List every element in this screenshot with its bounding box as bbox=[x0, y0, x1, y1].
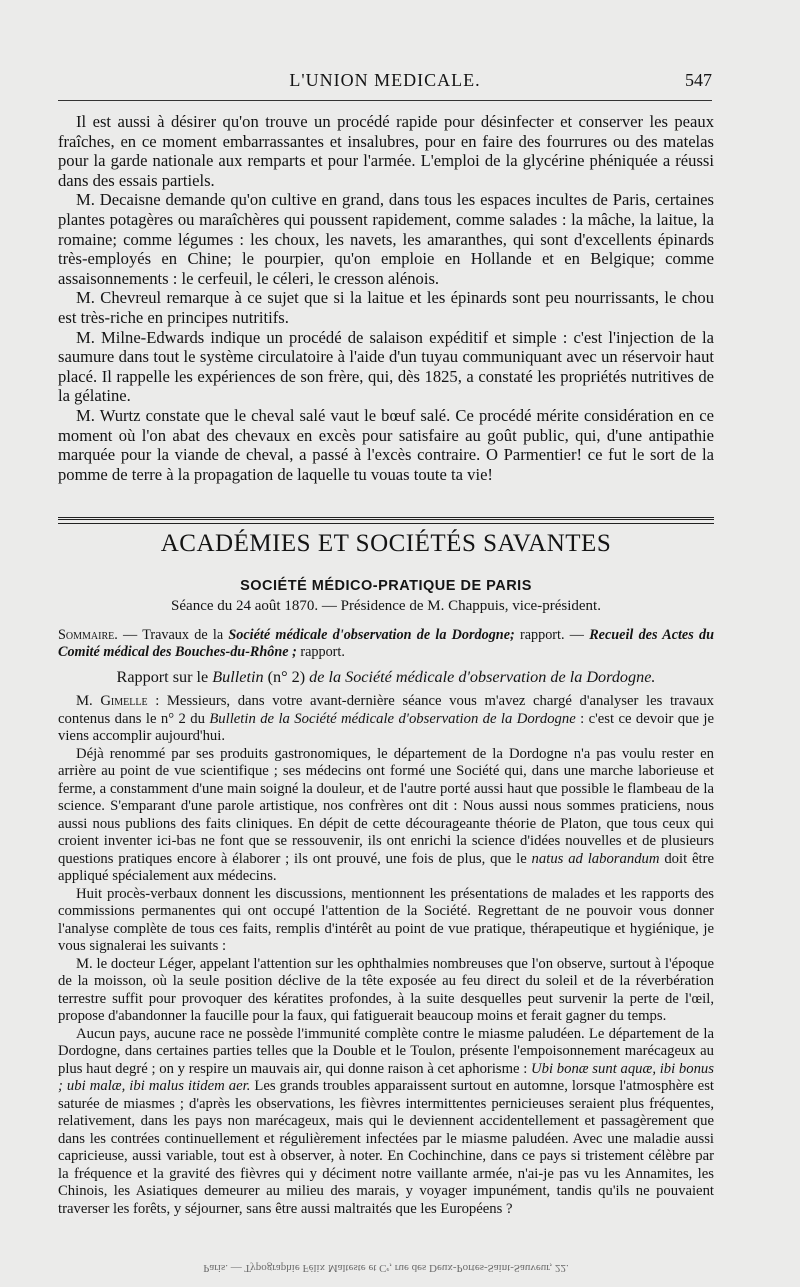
paragraph-text: Aucun pays, aucune race ne possède l'immunité complète contre le miasme paludéen. Le département de la Dordogne, dans certaines parties telles que la Double et le Toulon, présente l'empoisonnement marécageux au plus haut degré ; on y respire un mauvais air, qui donne raison à cet aphorisme : bbox=[58, 1025, 714, 1077]
summary-label: Sommaire. bbox=[58, 627, 118, 643]
paragraph: M. Wurtz constate que le cheval salé vaut le bœuf salé. Ce procédé mérite considération en ce moment où l'on abat des chevaux en excès pour satisfaire au goût public, qui, d'une antipathie marquée pour la viande de cheval, a passé à l'excès contraire. O Parmentier! ce fut le sort de la pomme de terre à la propagation de laquelle tu vouas toute ta vie! bbox=[58, 405, 714, 484]
summary-block bbox=[58, 627, 714, 661]
report-title-text: Bulletin bbox=[212, 668, 264, 686]
page-header bbox=[58, 70, 712, 96]
paragraph bbox=[58, 1026, 714, 1219]
society-title: SOCIÉTÉ MÉDICO-PRATIQUE DE PARIS bbox=[240, 578, 532, 594]
paragraph-text: : c'est ce devoir que je viens accomplir aujourd'hui. bbox=[58, 710, 714, 744]
report-title-text: de la Société médicale d'observation de la Dordogne. bbox=[309, 668, 656, 686]
summary-text: Recueil des Actes du Comité médical des Bouches-du-Rhône ; bbox=[58, 627, 714, 660]
speaker-name: M. Gimelle bbox=[76, 693, 148, 709]
section-divider bbox=[58, 517, 714, 524]
paragraph bbox=[58, 693, 714, 746]
paragraph-text: Ubi bonæ sunt aquæ, ibi bonus ; ubi malæ, ibi malus itidem aer. bbox=[58, 1060, 714, 1094]
summary-text: — Travaux de la bbox=[117, 627, 229, 643]
report-title-text: Rapport sur le bbox=[116, 668, 213, 686]
summary-text: rapport. — bbox=[514, 627, 590, 643]
header-rule bbox=[58, 100, 712, 101]
paragraph-text: doit être appliqué spécialement aux médecins. bbox=[58, 850, 714, 884]
top-article-body bbox=[58, 112, 714, 484]
section-title: ACADÉMIES ET SOCIÉTÉS SAVANTES bbox=[160, 530, 612, 557]
paragraph-text: Les grands troubles apparaissent surtout en automne, lorsque l'atmosphère est saturée de miasmes ; d'après les observations, les fièvres intermittentes pernicieuses seraient plus fréquentes, relativement, dans les pays non marécageux, mais qui le deviennent accidentellement et passagèrement que dans les contrées continuellement et régulièrement infectées par le miasme paludéen. Avec une maladie aussi capricieuse, aussi variable, tout est à observer, à noter. En Cochinchine, dans ce pays si tristement célèbre par la fréquence et la gravité des fièvres qui y déciment notre vaillante armée, n'ai-je pas vu les Annamites, les Chinois, les Asiatiques demeurer au milieu des marais, y voyager impunément, tandis qu'ils ne pouvaient traverser les forêts, y séjourner, sans être aussi maltraités que les Européens ? bbox=[58, 1078, 714, 1217]
running-title: L'UNION MEDICALE. bbox=[289, 70, 481, 90]
session-line: Séance du 24 août 1870. — Présidence de M. Chappuis, vice-président. bbox=[171, 598, 601, 614]
paragraph-text: : Messieurs, dans votre avant-dernière séance vous m'avez chargé d'analyser les travaux contenus dans le n° 2 du bbox=[58, 693, 714, 727]
paragraph: M. Chevreul remarque à ce sujet que si la laitue et les épinards sont peu nourrissants, le chou est très-riche en principes nutritifs. bbox=[58, 288, 714, 327]
paragraph bbox=[58, 746, 714, 886]
paragraph-text: natus ad laborandum bbox=[531, 850, 660, 867]
paragraph: M. Decaisne demande qu'on cultive en grand, dans tous les espaces incultes de Paris, certaines plantes potagères ou maraîchères qui poussent rapidement, comme salades : la mâche, la laitue, la romaine; comme légumes : les choux, les navets, les amaranthes, qui sont d'excellents épinards très-employés en Chine; le pourpier, qu'on emploie en Hollande et en Belgique; comme assaisonnements : le cerfeuil, le céleri, le cresson alénois. bbox=[58, 190, 714, 288]
summary-text: Société médicale d'observation de la Dordogne; bbox=[228, 627, 515, 643]
paragraph: M. le docteur Léger, appelant l'attention sur les ophthalmies nombreuses que l'on observe, surtout à l'époque de la moisson, où la seule position déclive de la tête exposée au feu direct du soleil et de la réverbération terrestre suffit pour provoquer des kératites profondes, à la suite desquelles peut survenir la perte de l'œil, propose d'abandonner la faucille pour la faux, qui fatiguerait beaucoup moins et ferait gagner du temps. bbox=[58, 955, 714, 1024]
report-title bbox=[58, 668, 714, 687]
printer-footer: Paris. — Typographie Félix Malteste et Cᵉ, rue des Deux-Portes-Saint-Sauveur, 22. bbox=[203, 1262, 569, 1274]
paragraph-text: Bulletin de la Société médicale d'observation de la Dordogne bbox=[209, 710, 576, 727]
paragraph: M. Milne-Edwards indique un procédé de salaison expéditif et simple : c'est l'injection de la saumure dans tout le système circulatoire à l'aide d'un tuyau communiquant avec un réservoir haut placé. Il rappelle les expériences de son frère, qui, dès 1825, a constaté les propriétés nutritives de la gélatine. bbox=[58, 327, 714, 406]
report-title-text: (n° 2) bbox=[263, 668, 310, 686]
paragraph: Huit procès-verbaux donnent les discussions, mentionnent les présentations de malades et les rapports des commissions permanentes qui ont occupé l'attention de la Société. Regrettant de ne pouvoir vous donner l'analyse complète de tous ces faits, remplis d'intérêt au point de vue pratique, thérapeutique et hygiénique, je vous signalerai les suivants : bbox=[58, 885, 714, 954]
page-number: 547 bbox=[685, 70, 712, 90]
report-body bbox=[58, 693, 714, 1218]
summary-text: rapport. bbox=[296, 644, 345, 660]
paragraph: Il est aussi à désirer qu'on trouve un procédé rapide pour désinfecter et conserver les peaux fraîches, en ce moment embarrassantes et insalubres, pour en faire des fourrures ou des matelas pour la garde nationale aux remparts et pour l'armée. L'emploi de la glycérine phéniquée a réussi dans des essais partiels. bbox=[58, 112, 714, 190]
paragraph-text: Déjà renommé par ses produits gastronomiques, le département de la Dordogne n'a pas voulu rester en arrière au point de vue scientifique ; ses médecins ont formé une Société qui, dans une marche laborieuse et ferme, a constamment d'une main soigné la douleur, et de l'autre porté aussi haut que possible le flambeau de la science. S'emparant d'une parole artistique, nos confrères ont dit : Nous aussi nous sommes praticiens, nous aussi nous publions des faits cliniques. En dépit de cette décourageante théorie de Platon, que tous ceux qui croient inventer ici-bas ne font que se ressouvenir, ils ont enrichi la science d'idées nouvelles et de plusieurs questions pratiques encore à élaborer ; ils ont prouvé, une fois de plus, que le bbox=[58, 745, 714, 867]
